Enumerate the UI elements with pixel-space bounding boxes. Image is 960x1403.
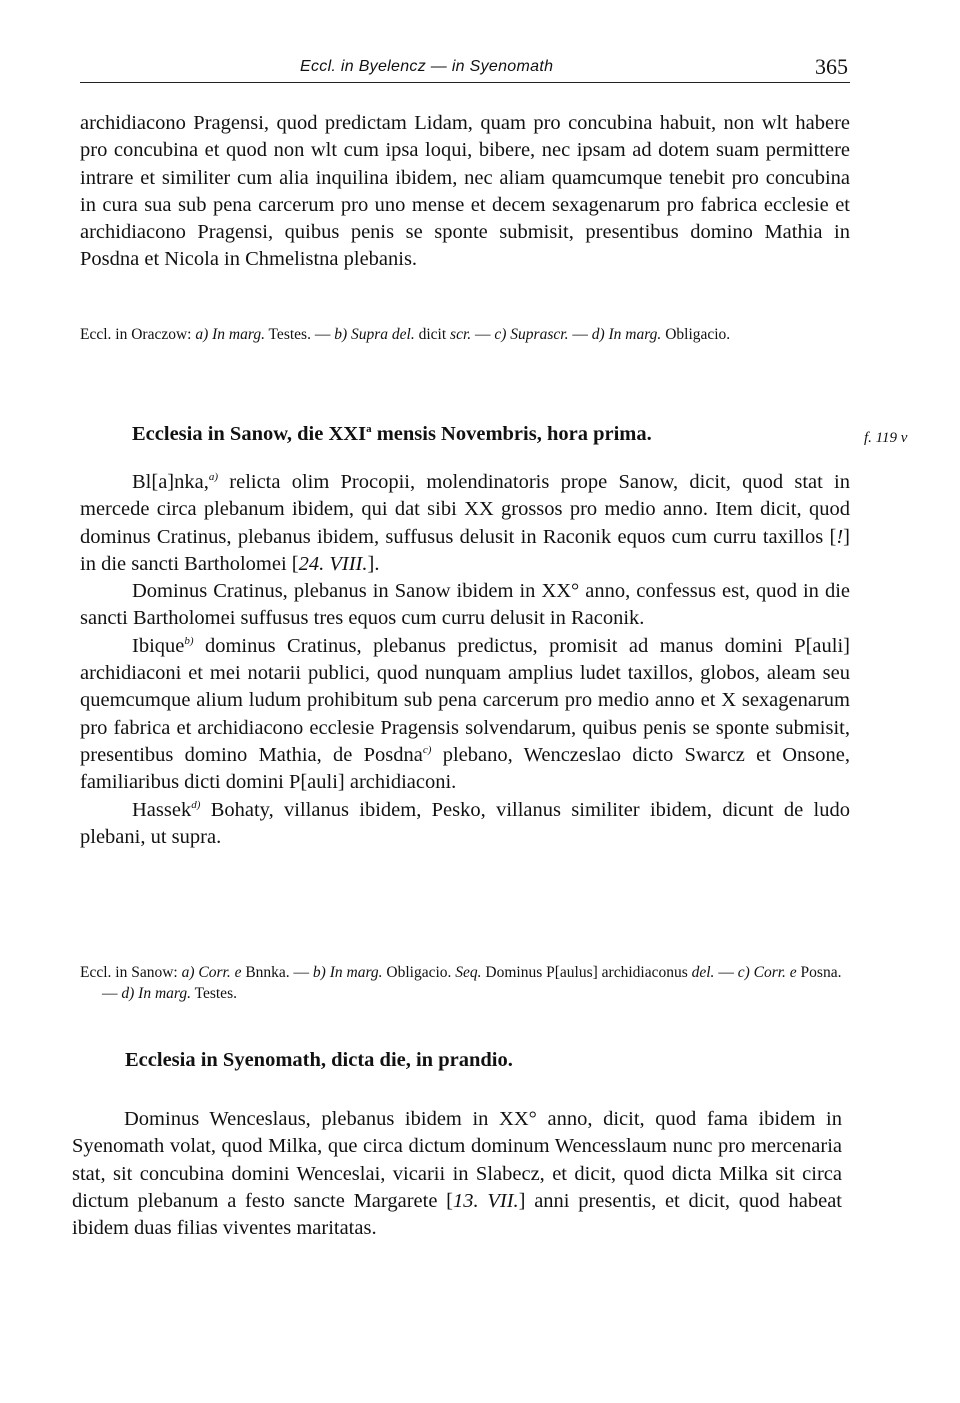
text-block-sanow	[80, 469, 850, 851]
paragraph: archidiacono Pragensi, quod predictam Lidam, quam pro concubina habuit, non wlt habere pro concubina et quod non wlt cum ipsa loqui, bibere, nec ipsam ad dotem suam permittere intrare et similiter cum alia inquilina ibidem, nec aliam quamcumque tenebit pro concubina in cura sua sub pena carcerum pro uno mense et decem sexagenarum pro fabrica ecclesie et archidiacono Pragensi, quibus penis se sponte submisit, presentibus domino Mathia in Posdna et Nicola in Chmelistna plebanis.	[80, 112, 850, 271]
footnotes-sanow	[80, 962, 850, 1004]
paragraph: Bl[a]nka,$^{a)}$ relicta olim Procopii, molendinatoris prope Sanow, dicit, quod stat in mercede circa plebanum ibidem, qui dat sibi XX grossos pro medio anno. Item dicit, quod dominus Cratinus, plebanus ibidem, suffusus delusit in Raconik equos cum curru taxillos [!] in die sancti Bartholomei [24. VIII.].	[80, 471, 850, 575]
paragraph: Dominus Cratinus, plebanus in Sanow ibidem in XX° anno, confessus est, quod in die sancti Bartholomei suffusus tres equos cum curru delusit in Raconik.	[80, 580, 850, 630]
section-heading-syenomath: Ecclesia in Syenomath, dicta die, in prandio.	[125, 1049, 513, 1071]
page-number: 365	[815, 54, 848, 79]
text-block-oraczow	[80, 110, 850, 274]
running-title: Eccl. in Byelencz — in Syenomath	[300, 58, 554, 75]
footnote-paragraph: Eccl. in Sanow: a) Corr. e Bnnka. — b) In marg. Obligacio. Seq. Dominus P[aulus] archidiaconus del. — c) Corr. e Posna. — d) In marg. Testes.	[80, 964, 842, 1002]
header-rule	[80, 82, 850, 83]
paragraph: Dominus Wenceslaus, plebanus ibidem in XX° anno, dicit, quod fama ibidem in Syenomath volat, quod Milka, que circa dictum dominum Wencesslaum nunc pro mercenaria stat, sit concubina domini Wenceslai, vicarii in Slabecz, et dicit, quod dicta Milka sit circa dictum plebanum a festo sancte Margarete [13. VII.] anni presentis, et dicit, quod habeat ibidem duas filias viventes maritatas.	[72, 1108, 842, 1240]
text-block-syenomath	[72, 1106, 842, 1242]
paragraph: Hassek$^{d)}$ Bohaty, villanus ibidem, Pesko, villanus similiter ibidem, dicunt de ludo plebani, ut supra.	[80, 798, 850, 848]
footnotes-oraczow	[80, 324, 850, 345]
footnote-paragraph: Eccl. in Oraczow: a) In marg. Testes. — b) Supra del. dicit scr. — c) Suprascr. — d) In marg. Obligacio.	[80, 326, 731, 343]
folio-marker: f. 119 v	[864, 430, 908, 446]
section-heading-sanow: Ecclesia in Sanow, die XXI$^a$ mensis Novembris, hora prima.	[132, 423, 652, 445]
paragraph: Ibique$^{b)}$ dominus Cratinus, plebanus predictus, promisit ad manus domini P[auli] archidiaconi et mei notarii publici, quod nunquam amplius ludet taxillos, globos, aleam seu quemcumque alium ludum prohibitum sub pena carcerum pro medio anno et X sexagenarum pro fabrica et archidiacono ecclesie Pragensis solvendarum, quibus penis se sponte submisit, presentibus domino Mathia, de Posdna$^{c)}$ plebano, Wenczeslao dicto Swarcz et Onsone, familiaribus dicti domini P[auli] archidiaconi.	[80, 634, 850, 794]
